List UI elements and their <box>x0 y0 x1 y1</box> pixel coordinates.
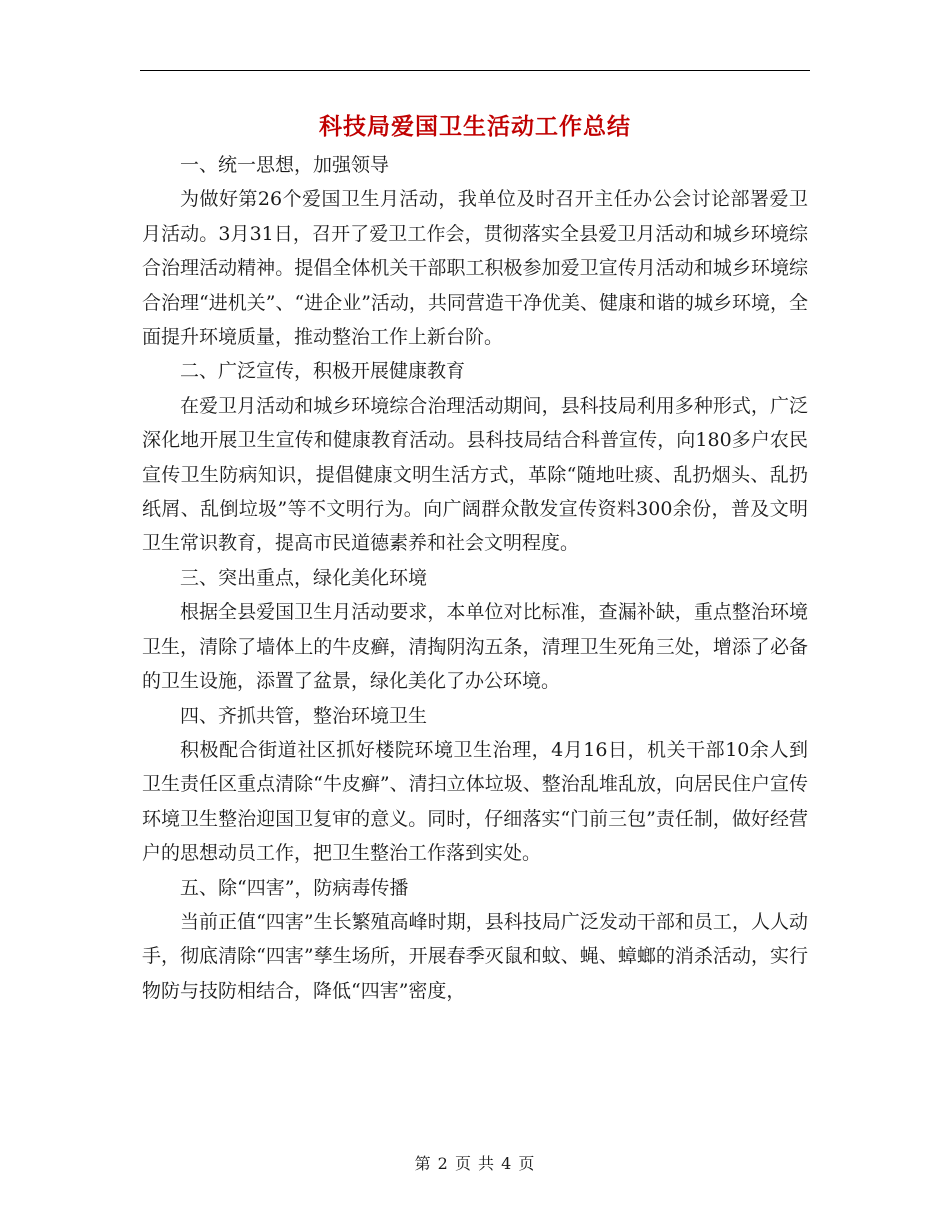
section-heading-4: 四、齐抓共管，整治环境卫生 <box>180 704 428 727</box>
section-heading-2: 二、广泛宣传，积极开展健康教育 <box>180 360 466 383</box>
paragraph-4: 积极配合街道社区抓好楼院环境卫生治理，4月16日，机关干部10余人到卫生责任区重点清除“牛皮癣”、清扫立体垃圾、整治乱堆乱放，向居民住户宣传环境卫生整治迎国卫复审的意义。同时，仔细落实“门前三包”责任制，做好经营户的思想动员工作，把卫生整治工作落到实处。 <box>142 738 808 865</box>
paragraph-5: 当前正值“四害”生长繁殖高峰时期，县科技局广泛发动干部和员工，人人动手，彻底清除“四害”孳生场所，开展春季灭鼠和蚊、蝇、蟑螂的消杀活动，实行物防与技防相结合，降低“四害”密度， <box>142 910 808 1002</box>
section-heading-3: 三、突出重点，绿化美化环境 <box>180 566 428 589</box>
paragraph-2: 在爱卫月活动和城乡环境综合治理活动期间，县科技局利用多种形式，广泛深化地开展卫生宣传和健康教育活动。县科技局结合科普宣传，向180多户农民宣传卫生防病知识，提倡健康文明生活方式，革除“随地吐痰、乱扔烟头、乱扔纸屑、乱倒垃圾”等不文明行为。向广阔群众散发宣传资料300余份，普及文明卫生常识教育，提高市民道德素养和社会文明程度。 <box>142 394 808 555</box>
document-title: 科技局爱国卫生活动工作总结 <box>319 113 631 140</box>
paragraph-3: 根据全县爱国卫生月活动要求，本单位对比标准，查漏补缺，重点整治环境卫生，清除了墙体上的牛皮癣，清掏阴沟五条，清理卫生死角三处，增添了必备的卫生设施，添置了盆景，绿化美化了办公环境。 <box>142 601 808 693</box>
section-heading-1: 一、统一思想，加强领导 <box>180 154 390 176</box>
header-rule <box>140 70 810 71</box>
paragraph-1: 为做好第26个爱国卫生月活动，我单位及时召开主任办公会讨论部署爱卫月活动。3月31日，召开了爱卫工作会，贯彻落实全县爱卫月活动和城乡环境综合治理活动精神。提倡全体机关干部职工积极参加爱卫宣传月活动和城乡环境综合治理“进机关”、“进企业”活动，共同营造干净优美、健康和谐的城乡环境，全面提升环境质量，推动整治工作上新台阶。 <box>142 188 808 349</box>
page-number-footer: 第 2 页 共 4 页 <box>414 1154 536 1173</box>
section-heading-5: 五、除“四害”，防病毒传播 <box>180 876 409 899</box>
document-body <box>142 148 808 1008</box>
